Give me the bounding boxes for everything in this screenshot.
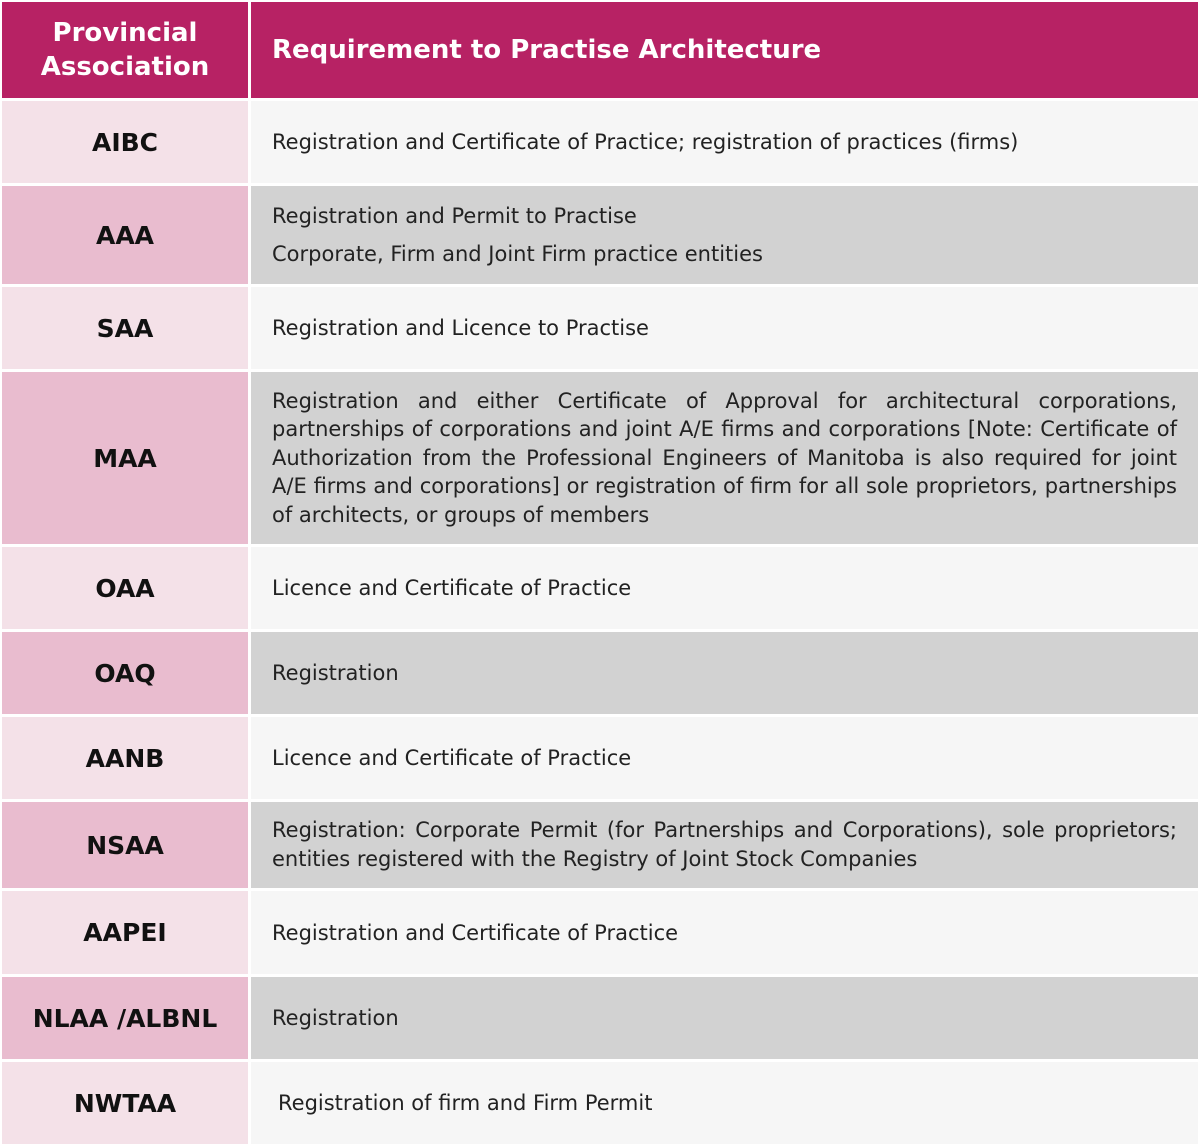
requirement-text: Registration and Certificate of Practice	[272, 920, 679, 945]
requirement-cell	[251, 1062, 1198, 1144]
association-cell: AIBC	[2, 101, 248, 183]
requirement-cell	[251, 717, 1198, 799]
requirement-text: Registration: Corporate Permit (for Partnerships and Corporations), sole proprietors; entities registered with the Registry of Joint Stock Companies	[272, 818, 1177, 871]
association-cell: OAQ	[2, 632, 248, 714]
requirement-text: Licence and Certificate of Practice	[272, 576, 632, 600]
association-cell: AANB	[2, 717, 248, 799]
association-cell: OAA	[2, 547, 248, 629]
requirement-text: Registration and Certificate of Practice; registration of practices (firms)	[272, 130, 1019, 154]
requirement-cell	[251, 802, 1198, 888]
requirement-text: Registration and Permit to Practise	[272, 204, 637, 228]
requirement-text: Registration and Licence to Practise	[272, 316, 649, 340]
requirement-cell	[251, 632, 1198, 714]
association-cell: AAA	[2, 186, 248, 284]
requirement-cell	[251, 287, 1198, 369]
requirement-text: Registration	[272, 1006, 399, 1030]
requirement-text: Registration and either Certificate of Approval for architectural corporations, partnerships of corporations and joint A/E firms and corporations [Note: Certificate of Authorization from the Professional Engineers of Manitoba is also required for joint A/E firms and corporations] or registration of firm for all sole proprietors, partnerships of architects, or groups of members	[272, 388, 1177, 527]
requirement-text: Licence and Certificate of Practice	[272, 746, 632, 770]
association-cell: NWTAA	[2, 1062, 248, 1144]
requirement-cell	[251, 891, 1198, 974]
requirement-cell	[251, 977, 1198, 1059]
association-cell: SAA	[2, 287, 248, 369]
requirement-cell	[251, 101, 1198, 183]
requirement-lines	[272, 204, 763, 266]
association-cell: NSAA	[2, 802, 248, 888]
association-cell: AAPEI	[2, 891, 248, 974]
association-cell: MAA	[2, 372, 248, 544]
requirement-text: Corporate, Firm and Joint Firm practice entities	[272, 242, 763, 266]
requirement-text: Registration of firm and Firm Permit	[278, 1091, 653, 1115]
requirement-cell	[251, 372, 1198, 544]
header-requirement: Requirement to Practise Architecture	[251, 2, 1198, 98]
association-cell: NLAA /ALBNL	[2, 977, 248, 1059]
header-provincial-association: Provincial Association	[2, 2, 248, 98]
requirement-cell	[251, 186, 1198, 284]
requirement-cell	[251, 547, 1198, 629]
requirement-text: Registration	[272, 661, 399, 685]
